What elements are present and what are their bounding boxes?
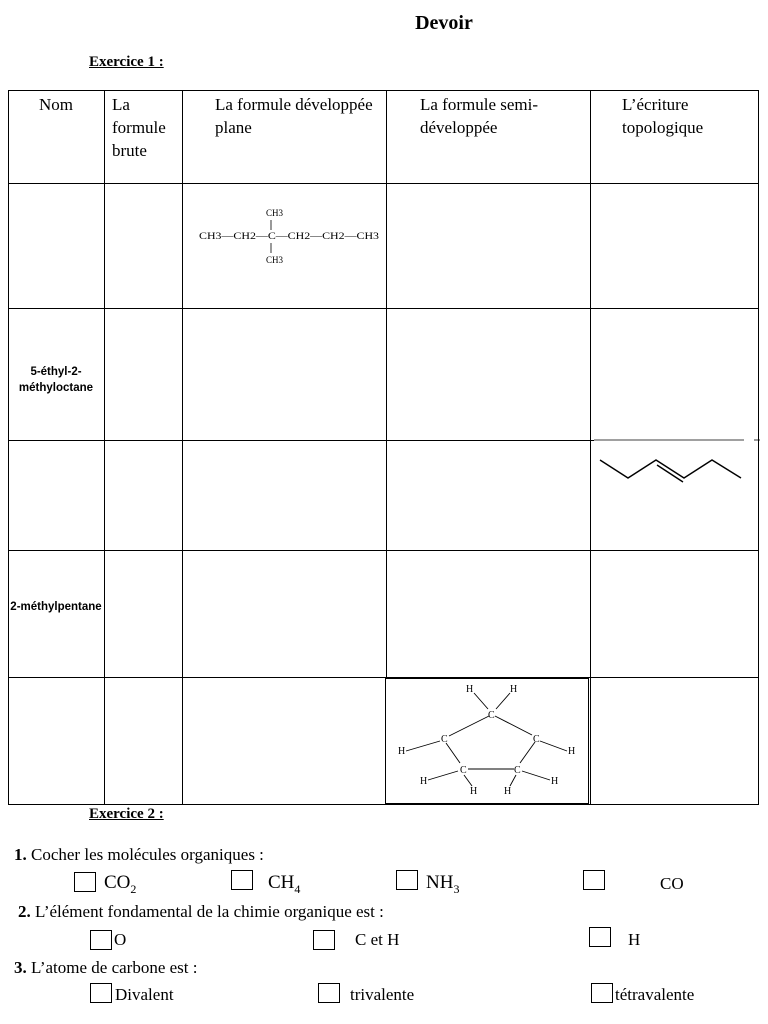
svg-text:H: H [470, 786, 478, 797]
checkbox-trivalente[interactable] [318, 983, 340, 1003]
svg-text:H: H [510, 684, 518, 695]
svg-text:C: C [460, 765, 467, 776]
checkbox-h[interactable] [589, 927, 611, 947]
q2-number: 2. [18, 902, 31, 921]
checkbox-nh3[interactable] [396, 870, 418, 890]
col-header-nom: Nom [39, 95, 73, 114]
exercise2-heading: Exercice 2 : [89, 806, 164, 822]
checkbox-o[interactable] [90, 930, 112, 950]
svg-text:H: H [551, 776, 559, 787]
row1-formula [188, 200, 384, 274]
svg-text:C: C [533, 734, 540, 745]
q1-text: Cocher les molécules organiques : [31, 845, 264, 864]
svg-text:H: H [398, 746, 406, 757]
option-co: CO [660, 874, 684, 893]
option-nh3: $NH_3$ [426, 872, 460, 896]
exercise1-heading: Exercice 1 : [89, 54, 164, 70]
q3-number: 3. [14, 958, 27, 977]
formula-top-ch3: CH3 [266, 208, 284, 218]
svg-text:C: C [488, 710, 495, 721]
option-co2: $CO_2$ [104, 872, 137, 896]
option-h: H [628, 930, 641, 949]
option-ch4: $CH_4$ [268, 872, 301, 896]
checkbox-ch4[interactable] [231, 870, 253, 890]
checkbox-co2[interactable] [74, 872, 96, 892]
q2-text: L’élément fondamental de la chimie organique est : [35, 902, 384, 921]
col-header-brute: La formule brute [112, 95, 166, 160]
option-trivalente: trivalente [350, 985, 415, 1004]
checkbox-tetravalente[interactable] [591, 983, 613, 1003]
col-header-topologique: L’écriture topologique [622, 95, 704, 137]
checkbox-c-et-h[interactable] [313, 930, 335, 950]
col-header-developpee: La formule développée plane [215, 95, 373, 137]
option-tetravalente: tétravalente [615, 985, 695, 1004]
q3-text: L’atome de carbone est : [31, 958, 198, 977]
svg-text:C: C [514, 765, 521, 776]
question2 [18, 902, 384, 922]
svg-text:H: H [466, 684, 474, 695]
svg-text:H: H [504, 786, 512, 797]
question3 [14, 958, 197, 978]
q1-number: 1. [14, 845, 27, 864]
option-divalent: Divalent [115, 985, 174, 1004]
formula-bottom-ch3: CH3 [266, 255, 284, 265]
question1 [14, 845, 264, 865]
svg-text:C: C [441, 734, 448, 745]
option-c-et-h: C et H [355, 930, 400, 949]
option-o: O [114, 930, 127, 949]
checkbox-co[interactable] [583, 870, 605, 890]
checkbox-divalent[interactable] [90, 983, 112, 1003]
svg-text:H: H [568, 746, 576, 757]
page-title: Devoir [415, 12, 473, 34]
row3-topology [594, 436, 762, 496]
col-header-semi: La formule semi-développée [420, 95, 539, 137]
row4-nom: 2-méthylpentane [10, 601, 102, 613]
formula-main-chain: CH3—CH2—C—CH2—CH2—CH3 [199, 231, 380, 241]
row5-cyclopentane-image [385, 678, 589, 804]
row2-nom: 5-éthyl-2-méthyloctane [18, 366, 94, 394]
svg-text:H: H [420, 776, 428, 787]
